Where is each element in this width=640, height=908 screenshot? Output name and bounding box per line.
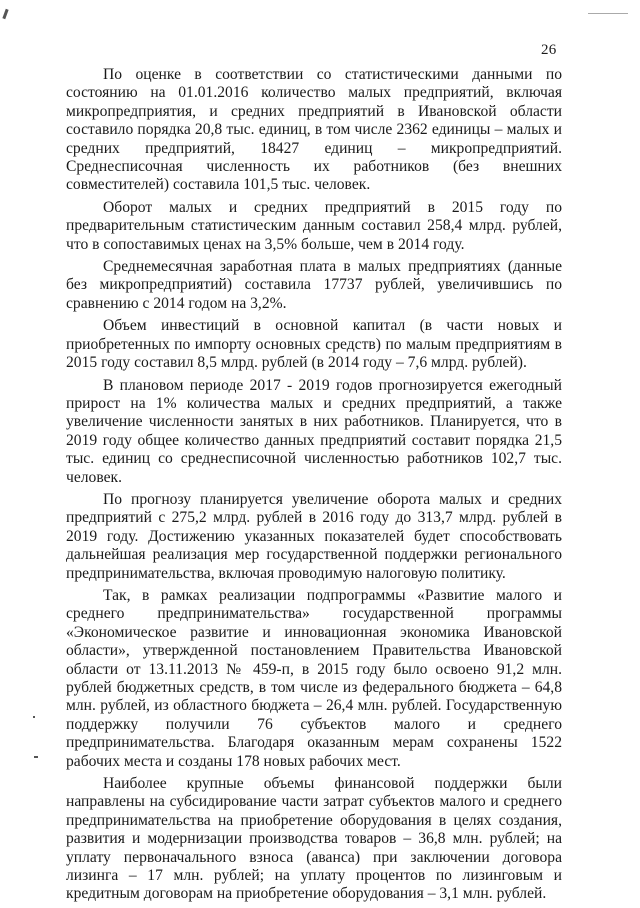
paragraph: По прогнозу планируется увеличение оборота малых и средних предприятий с 275,2 млрд. рублей в 2016 году до 313,7 млрд. рублей в 2019 году. Достижению указанных показателей будет способствовать дальнейшая реализация мер государственной поддержки регионального предпринимательства, включая проводимую налоговую политику.: [66, 490, 562, 582]
paragraph: Среднемесячная заработная плата в малых предприятиях (данные без микропредприятий) составила 17737 рублей, увеличившись по сравнению с 2014 годом на 3,2%.: [66, 258, 562, 312]
body-text: [66, 66, 562, 908]
paragraph: Объем инвестиций в основной капитал (в части новых и приобретенных по импорту основных средств) по малым предприятиям в 2015 году составил 8,5 млрд. рублей (в 2014 году – 7,6 млрд. рублей).: [66, 317, 562, 372]
scan-mark-left-2: [34, 756, 38, 758]
page-number: 26: [541, 42, 557, 58]
scan-mark-top-left: [2, 9, 8, 19]
paragraph: Оборот малых и средних предприятий в 2015 году по предварительным статистическим данным составил 258,4 млрд. рублей, что в сопоставимых ценах на 3,5% больше, чем в 2014 году.: [66, 198, 562, 253]
paragraph: В плановом периоде 2017 - 2019 годов прогнозируется ежегодный прирост на 1% количества малых и средних предприятий, а также увеличение численности занятых в них работников. Планируется, что в 2019 году общее количество данных предприятий составит порядка 21,5 тыс. единиц со среднесписочной численностью работников 102,7 тыс. человек.: [66, 376, 562, 486]
paragraph: По оценке в соответствии со статистическими данными по состоянию на 01.01.2016 количество малых предприятий, включая микропредприятия, и средних предприятий в Ивановской области составило порядка 20,8 тыс. единиц, в том числе 2362 единицы – малых и средних предприятий, 18427 единиц – микропредприятий. Среднесписочная численность их работников (без внешних совместителей) составила 101,5 тыс. человек.: [66, 66, 562, 194]
paragraph: Наиболее крупные объемы финансовой поддержки были направлены на субсидирование части затрат субъектов малого и среднего предпринимательства на приобретение оборудования в целях создания, развития и модернизации производства товаров – 36,8 млн. рублей; на уплату первоначального взноса (аванса) при заключении договора лизинга – 17 млн. рублей; на уплату процентов по лизинговым и кредитным договорам на приобретение оборудования – 3,1 млн. рублей.: [66, 775, 562, 903]
paragraph: Так, в рамках реализации подпрограммы «Развитие малого и среднего предпринимательства» государственной программы «Экономическое развитие и инновационная экономика Ивановской области», утвержденной постановлением Правительства Ивановской области от 13.11.2013 № 459-п, в 2015 году было освоено 91,2 млн. рублей бюджетных средств, в том числе из федерального бюджета – 64,8 млн. рублей, из областного бюджета – 26,4 млн. рублей. Государственную поддержку получили 76 субъектов малого и среднего предпринимательства. Благодаря оказанным мерам сохранены 1522 рабочих места и созданы 178 новых рабочих мест.: [66, 586, 562, 770]
scan-mark-top-right: [588, 13, 628, 14]
scan-mark-left-1: [33, 716, 35, 718]
